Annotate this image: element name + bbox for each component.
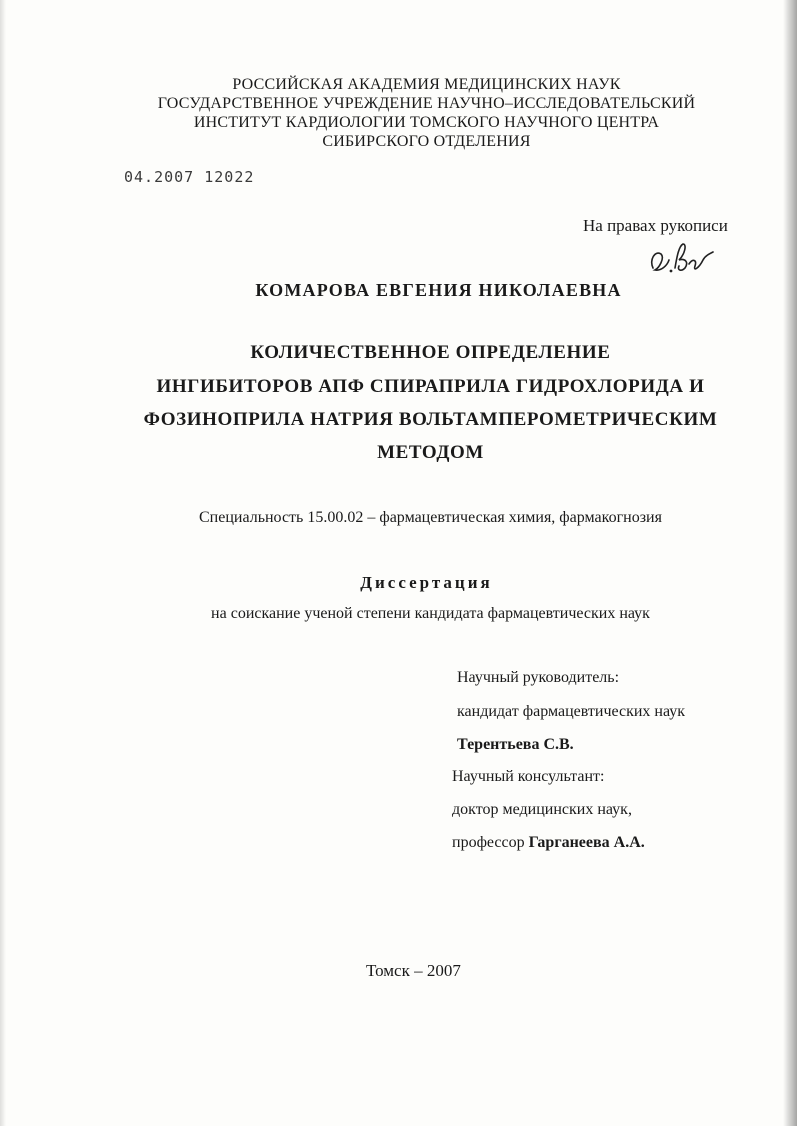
supervisor-degree: кандидат фармацевтических наук	[457, 703, 686, 720]
org-line-1: РОССИЙСКАЯ АКАДЕМИЯ МЕДИЦИНСКИХ НАУК	[232, 76, 621, 93]
org-line-2: ГОСУДАРСТВЕННОЕ УЧРЕЖДЕНИЕ НАУЧНО–ИССЛЕДОВАТЕЛЬСКИЙ	[157, 95, 696, 112]
document-type: Диссертация	[360, 573, 493, 592]
library-stamp: 04.2007 12022	[124, 168, 255, 186]
author-name: КОМАРОВА ЕВГЕНИЯ НИКОЛАЕВНА	[255, 280, 622, 300]
consultant-name: Гарганеева А.А.	[528, 834, 645, 851]
consultant-degree: доктор медицинских наук,	[452, 801, 632, 818]
consultant-line	[452, 834, 645, 852]
page-right-edge-shadow	[783, 0, 797, 1126]
page-left-edge-shadow	[0, 0, 6, 1126]
place-year: Томск – 2007	[366, 961, 461, 980]
title-line-2: ИНГИБИТОРОВ АПФ СПИРАПРИЛА ГИДРОХЛОРИДА И	[156, 376, 705, 397]
title-line-4: МЕТОДОМ	[377, 442, 484, 463]
consultant-title: профессор	[452, 834, 525, 851]
org-line-3: ИНСТИТУТ КАРДИОЛОГИИ ТОМСКОГО НАУЧНОГО ЦЕНТРА	[193, 114, 660, 131]
org-line-4: СИБИРСКОГО ОТДЕЛЕНИЯ	[322, 133, 531, 150]
handwritten-signature	[645, 238, 715, 280]
supervisor-name: Терентьева С.В.	[457, 736, 574, 753]
supervisor-role: Научный руководитель:	[457, 669, 620, 686]
degree-sought: на соискание ученой степени кандидата фармацевтических наук	[211, 605, 650, 622]
title-line-1: КОЛИЧЕСТВЕННОЕ ОПРЕДЕЛЕНИЕ	[250, 342, 611, 363]
consultant-role: Научный консультант:	[452, 768, 605, 785]
specialty: Специальность 15.00.02 – фармацевтическая химия, фармакогнозия	[199, 509, 662, 526]
manuscript-note: На правах рукописи	[583, 216, 728, 235]
title-line-3: ФОЗИНОПРИЛА НАТРИЯ ВОЛЬТАМПЕРОМЕТРИЧЕСКИМ	[143, 409, 718, 430]
